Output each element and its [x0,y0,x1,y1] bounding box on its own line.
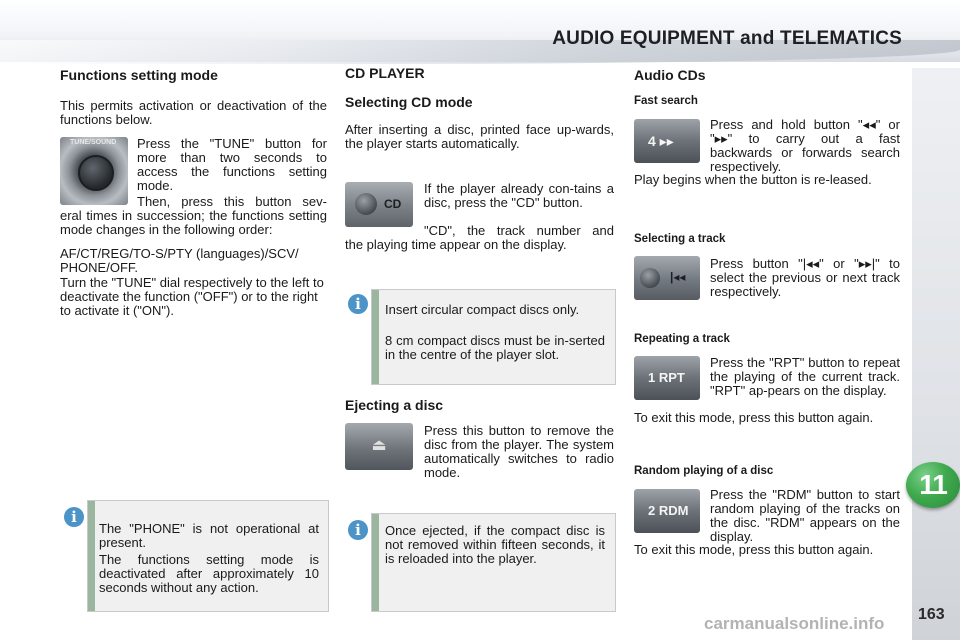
info-box-eject [371,513,616,612]
fast-search-button-photo [634,119,700,163]
info-icon: i [64,507,84,527]
selecting-track-text: Press button "|◂◂" or "▸▸|" to select the previous or next track respectively. [710,256,900,299]
functions-p1: Press the "TUNE" button for more than two seconds to access the functions setting mode. [137,136,327,193]
info-box-bar [372,514,379,611]
rpt-button-photo [634,356,700,400]
page-title: AUDIO EQUIPMENT and TELEMATICS [552,28,902,49]
info-eject-text: Once ejected, if the compact disc is not removed within fifteen seconds, it is reloaded into the player. [385,523,605,566]
cd-p3b: the playing time appear on the display. [345,237,567,252]
track-button-photo [634,256,700,300]
repeating-track-title: Repeating a track [634,333,730,345]
functions-p2a: Then, press this button sev- [137,194,327,209]
round-button-icon [640,268,660,288]
info-box-discs [371,289,616,385]
repeating-track-after: To exit this mode, press this button again. [634,410,874,425]
rdm-icon: 2 RDM [648,503,689,518]
random-play-text: Press the "RDM" button to start random playing of the tracks on the disc. "RDM" appears on the display. [710,487,900,544]
info-icon: i [348,520,368,540]
eject-icon: ⏏ [371,435,387,454]
info-discs-text2: 8 cm compact discs must be in-serted in the centre of the player slot. [385,333,605,362]
fast-search-text: Press and hold button "◂◂" or "▸▸" to carry out a fast backwards or forwards search respectively. [710,117,900,174]
cd-p3a: "CD", the track number and [424,223,614,238]
repeating-track-text: Press the "RPT" button to repeat the playing of the current track. "RPT" ap-pears on the display. [710,355,900,398]
round-button-icon [355,193,377,215]
info-box-bar [88,501,95,611]
rdm-button-photo [634,489,700,533]
functions-heading: Functions setting mode [60,67,218,83]
functions-p2b: eral times in succession; the functions setting mode changes in the following order: [60,208,327,237]
fast-forward-icon: 4 ▸▸ [648,133,674,149]
functions-p4: Turn the "TUNE" dial respectively to the left to deactivate the function ("OFF") or to the right to activate it ("ON"). [60,275,324,318]
cd-player-heading: CD PLAYER [345,65,425,81]
rpt-icon: 1 RPT [648,370,685,385]
tune-knob-photo [60,137,128,205]
info-box-bar [372,290,379,384]
selecting-track-title: Selecting a track [634,233,726,245]
info-icon: i [348,294,368,314]
info-phone-text2: The functions setting mode is deactivated after approximately 10 seconds without any action. [99,552,319,595]
random-play-title: Random playing of a disc [634,465,774,477]
random-play-after: To exit this mode, press this button again. [634,542,874,557]
audio-cds-heading: Audio CDs [634,67,706,83]
info-discs-text1: Insert circular compact discs only. [385,302,580,317]
watermark: carmanualsonline.info [704,614,885,633]
functions-intro: This permits activation or deactivation of the functions below. [60,98,327,127]
page-number: 163 [918,606,945,623]
cd-button-label: CD [384,197,402,211]
chapter-badge: 11 [906,462,960,508]
eject-text: Press this button to remove the disc from the player. The system automatically switches to radio mode. [424,423,614,480]
right-margin-band [912,68,960,640]
cd-p1: After inserting a disc, printed face up-wards, the player starts automatically. [345,122,614,151]
info-box-phone [87,500,329,612]
functions-order: AF/CT/REG/TO-S/PTY (languages)/SCV/ PHONE/OFF. [60,246,299,275]
tune-knob-label: TUNE/SOUND [70,139,117,146]
previous-track-icon: |◂◂ [670,270,686,284]
eject-button-photo [345,423,413,470]
info-phone-text1: The "PHONE" is not operational at present. [99,521,319,550]
fast-search-after: Play begins when the button is re-leased. [634,172,872,187]
ejecting-heading: Ejecting a disc [345,397,444,413]
fast-search-title: Fast search [634,95,698,107]
selecting-cd-heading: Selecting CD mode [345,94,473,110]
cd-p2: If the player already con-tains a disc, press the "CD" button. [424,181,614,210]
tune-knob-icon [78,155,114,191]
cd-button-photo [345,182,413,227]
